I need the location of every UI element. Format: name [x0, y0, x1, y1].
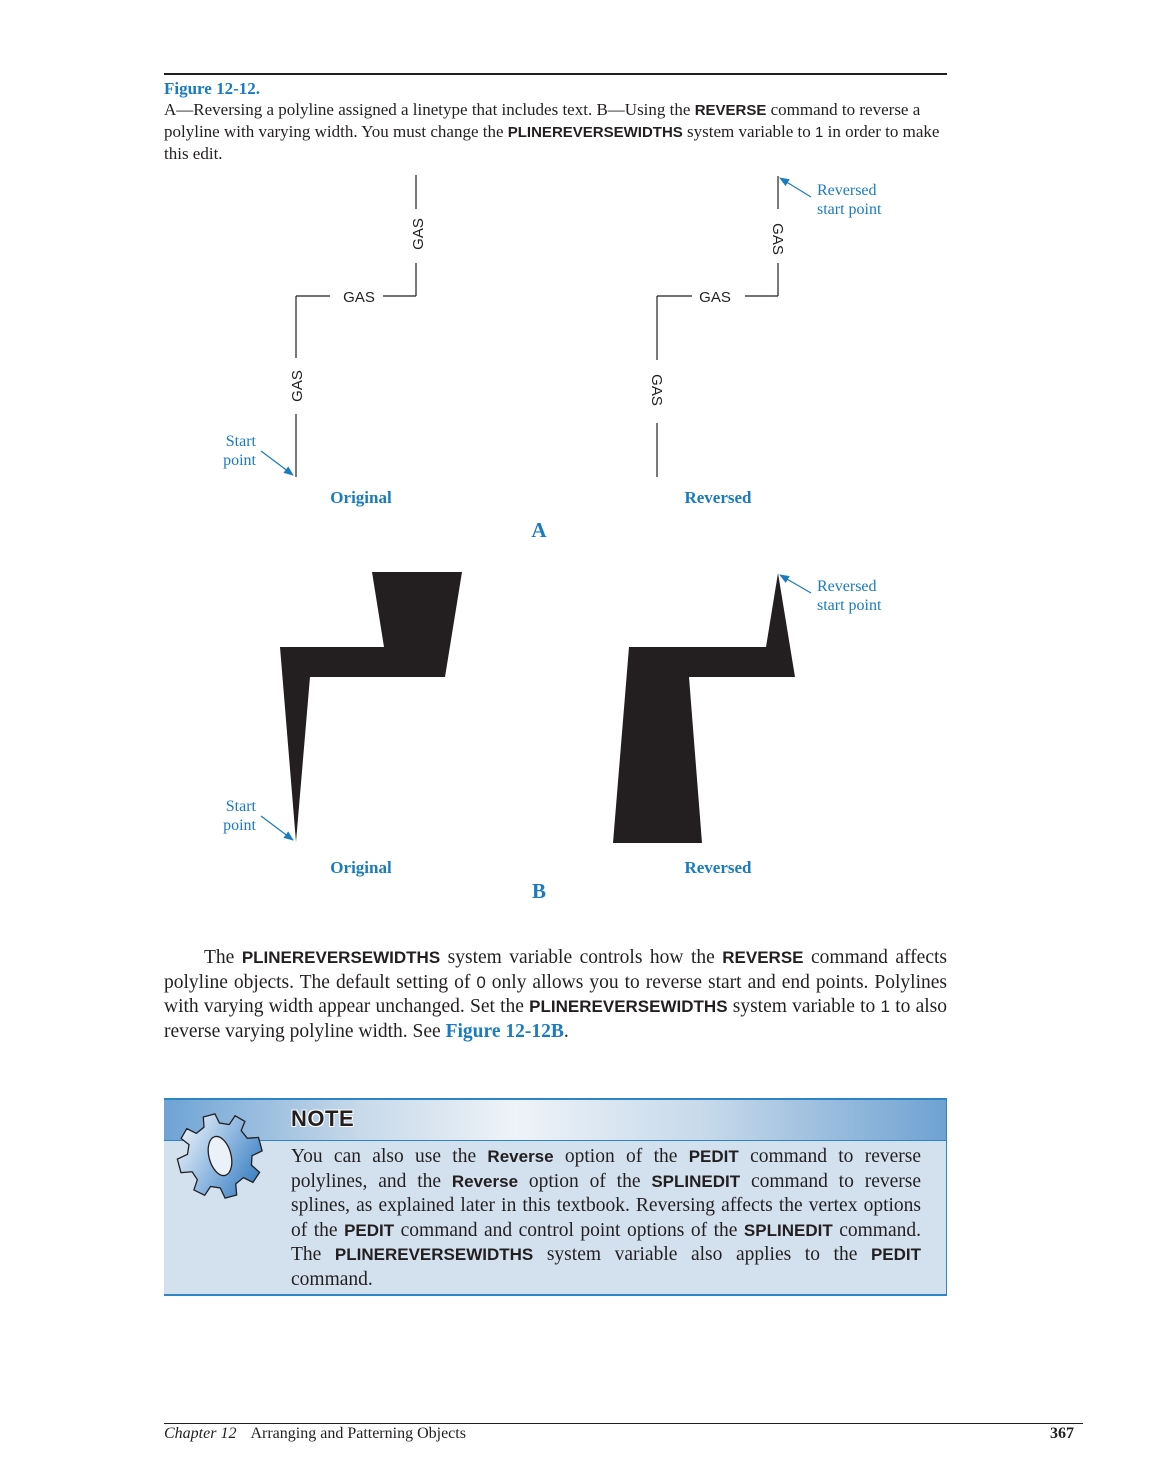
arrow-icon	[261, 816, 293, 840]
linetype-text: GAS	[769, 223, 786, 255]
command-plinereversewidths: PLINEREVERSEWIDTHS	[334, 1245, 534, 1265]
text: The	[204, 947, 242, 968]
command-reverse: REVERSE	[722, 948, 804, 967]
command-pedit: PEDIT	[870, 1245, 921, 1265]
note-header	[164, 1100, 946, 1141]
note-title: NOTE	[291, 1106, 355, 1131]
text: option of the	[553, 1146, 689, 1167]
text: command to reverse splines, as explained later in this textbook. Reversing affects the vertex options of the	[291, 1170, 921, 1241]
start-point-label: point	[223, 452, 256, 469]
original-label: Original	[330, 858, 392, 877]
command-plinereversewidths: PLINEREVERSEWIDTHS	[529, 997, 728, 1017]
reversed-label: Reversed	[684, 488, 752, 507]
reversed-start-point-label: Reversed	[817, 578, 877, 595]
caption-text: A—Reversing a polyline assigned a linetype that includes text. B—Using the	[164, 100, 695, 119]
linetype-text: GAS	[648, 374, 665, 406]
gear-icon	[170, 1106, 270, 1206]
text: command affects polyline objects. The default setting of	[164, 947, 947, 993]
text: option of the	[518, 1170, 652, 1192]
start-point-label: Start	[225, 798, 256, 815]
figure-number: Figure 12-12.	[164, 79, 261, 98]
original-label: Original	[330, 488, 392, 507]
text: only allows you to reverse start and end points. Polylines with varying width appear unchanged. Set the	[164, 971, 947, 1018]
figure-link[interactable]: Figure 12-12B	[445, 1020, 564, 1042]
panel-b-original	[223, 572, 462, 877]
command-pedit: PEDIT	[344, 1220, 395, 1240]
text: to also reverse varying polyline width. See	[164, 996, 947, 1042]
command-splinedit: SPLINEDIT	[651, 1171, 741, 1191]
panel-b-label: B	[531, 879, 547, 903]
footer-chapter	[164, 1425, 466, 1443]
reversed-start-point-label: Reversed	[817, 182, 877, 199]
footer-rule	[164, 1423, 1083, 1424]
command-splinedit: SPLINEDIT	[743, 1220, 833, 1240]
reversed-start-point-label: start point	[817, 201, 882, 218]
caption-text: command to reverse a polyline with varying width. You must change the	[164, 100, 921, 141]
chapter-title: Arranging and Patterning Objects	[250, 1425, 466, 1442]
note-box	[164, 1098, 947, 1296]
command-reverse: REVERSE	[694, 102, 767, 119]
caption-text: system variable to	[682, 122, 815, 141]
text: system variable controls how the	[440, 947, 723, 968]
note-text	[291, 1145, 921, 1293]
body-paragraph	[164, 946, 947, 1044]
linetype-text: GAS	[289, 370, 306, 402]
reversed-label: Reversed	[684, 858, 752, 877]
start-point-label: Start	[225, 433, 256, 450]
text: command.	[291, 1268, 373, 1290]
caption-value: 1	[815, 124, 824, 141]
linetype-text: GAS	[410, 218, 427, 250]
linetype-text: GAS	[343, 289, 375, 306]
arrow-icon	[261, 451, 293, 475]
option-reverse: Reverse	[451, 1171, 519, 1191]
text: You can also use the	[291, 1146, 488, 1167]
value: 1	[880, 997, 890, 1017]
linetype-text: GAS	[699, 289, 731, 306]
text: system variable also applies to the	[533, 1244, 871, 1266]
text: command and control point options of the	[394, 1219, 744, 1241]
start-point-label: point	[223, 817, 256, 834]
panel-b-reversed	[613, 573, 882, 877]
text: command. The	[291, 1219, 921, 1266]
command-plinereversewidths: PLINEREVERSEWIDTHS	[241, 948, 441, 967]
chapter-number: Chapter 12	[164, 1425, 237, 1442]
text: command to reverse polylines, and the	[291, 1146, 922, 1192]
text: system variable to	[727, 996, 881, 1018]
arrow-icon	[780, 178, 811, 197]
panel-a-label: A	[531, 518, 547, 542]
panel-a-reversed	[648, 176, 882, 507]
page-number: 367	[1050, 1425, 1074, 1442]
reversed-start-point-label: start point	[817, 597, 882, 614]
value: 0	[476, 972, 486, 992]
panel-a-original	[223, 175, 427, 507]
command-plinereversewidths: PLINEREVERSEWIDTHS	[507, 124, 683, 141]
text: .	[563, 1020, 569, 1042]
command-pedit: PEDIT	[688, 1147, 739, 1166]
arrow-icon	[780, 575, 811, 593]
caption-text: in order to make this edit.	[164, 122, 940, 163]
option-reverse: Reverse	[487, 1147, 554, 1166]
